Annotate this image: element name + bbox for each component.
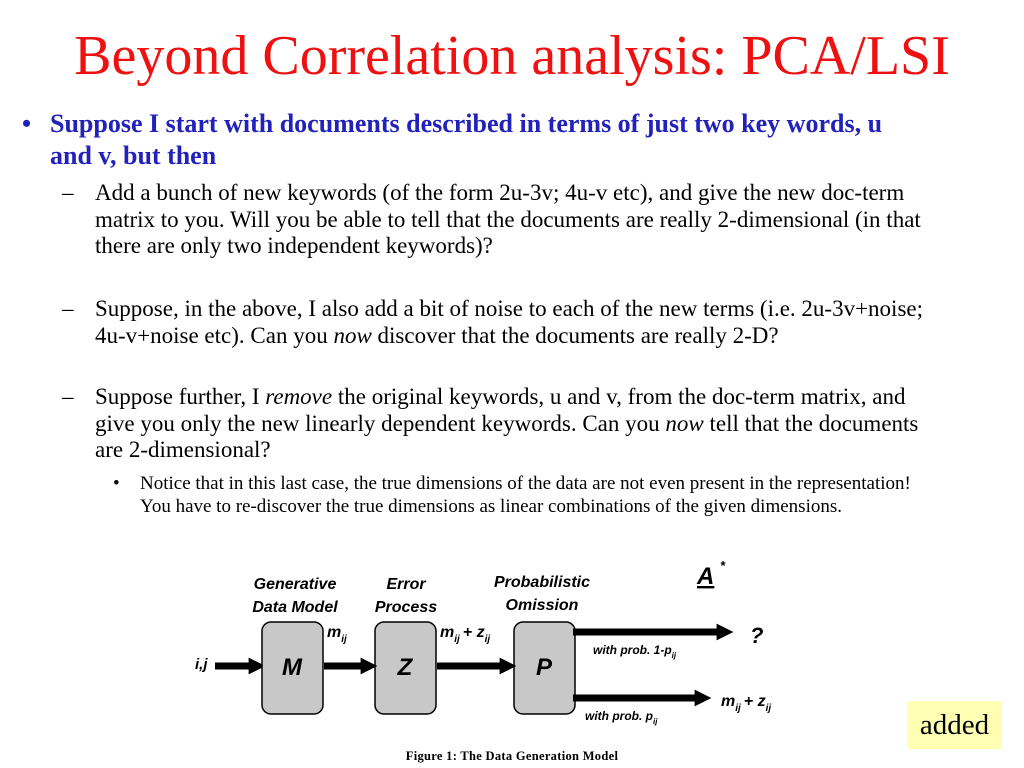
emphasis: now [665, 410, 704, 436]
sub-sub-point [113, 473, 933, 518]
sub-point-text: Add a bunch of new keywords (of the form 2u-3v; 4u-v etc), and give the new doc-term matrix to you. Will you be able to tell that the documents are really 2-dimensional (in that there are only two independent keywords)? [95, 180, 921, 258]
label-with-prob-2: with prob. $p_{ij}$ [585, 709, 658, 726]
sub-point-text: Suppose further, I remove the original keywords, u and v, from the doc-term matrix, and give you only the new linearly dependent keywords. Can you now tell that the documents are 2-dimensional? [95, 384, 919, 462]
emphasis: remove [265, 384, 333, 409]
label-input: i,j [195, 656, 208, 673]
label-a-star-sup: * [720, 558, 726, 573]
dash-marker: – [62, 296, 74, 321]
sub-point-2 [62, 296, 942, 349]
label-m-plus-z: $m_{ij} + z_{ij}$ [440, 624, 491, 645]
box-m-label: M [282, 654, 302, 681]
sub-point-1 [62, 180, 942, 260]
main-bullet-text: Suppose I start with documents described in terms of just two key words, u and v, but then [50, 109, 883, 170]
added-note: added [907, 701, 1002, 749]
dash-marker: – [62, 180, 74, 205]
label-question: ? [750, 623, 764, 648]
label-data-model: Data Model [252, 599, 338, 616]
label-generative: Generative [253, 576, 337, 593]
emphasis: now [333, 322, 372, 348]
dash-marker: – [62, 384, 74, 409]
bullet-marker: • [22, 109, 32, 138]
label-process: Process [374, 599, 438, 616]
figure-caption: Figure 1: The Data Generation Model [405, 749, 619, 763]
label-m-ij: $m_{ij}$ [327, 624, 347, 645]
label-a-star: A [697, 563, 715, 590]
sub-point-3 [62, 384, 942, 464]
label-omission: Omission [505, 597, 579, 614]
main-bullet [22, 108, 922, 172]
sub-sub-point-text: Notice that in this last case, the true dimensions of the data are not even present in the representation! You have to re-discover the true dimensions as linear combinations of the given dimensions. [140, 473, 911, 517]
box-p-label: P [535, 654, 553, 681]
sub-point-text: Suppose, in the above, I also add a bit of noise to each of the new terms (i.e. 2u-3v+noise; 4u-v+noise etc). Can you now discover that the documents are really 2-D? [95, 296, 923, 348]
label-with-prob-1: with prob. $1-p_{ij}$ [593, 643, 677, 660]
data-generation-diagram [185, 556, 825, 742]
box-z-label: Z [397, 654, 413, 681]
slide-title: Beyond Correlation analysis: PCA/LSI [74, 25, 950, 87]
label-error: Error [386, 576, 426, 593]
label-probabilistic: Probabilistic [493, 574, 591, 591]
bullet-marker: • [113, 473, 120, 494]
label-output: $m_{ij} + z_{ij}$ [721, 693, 772, 714]
